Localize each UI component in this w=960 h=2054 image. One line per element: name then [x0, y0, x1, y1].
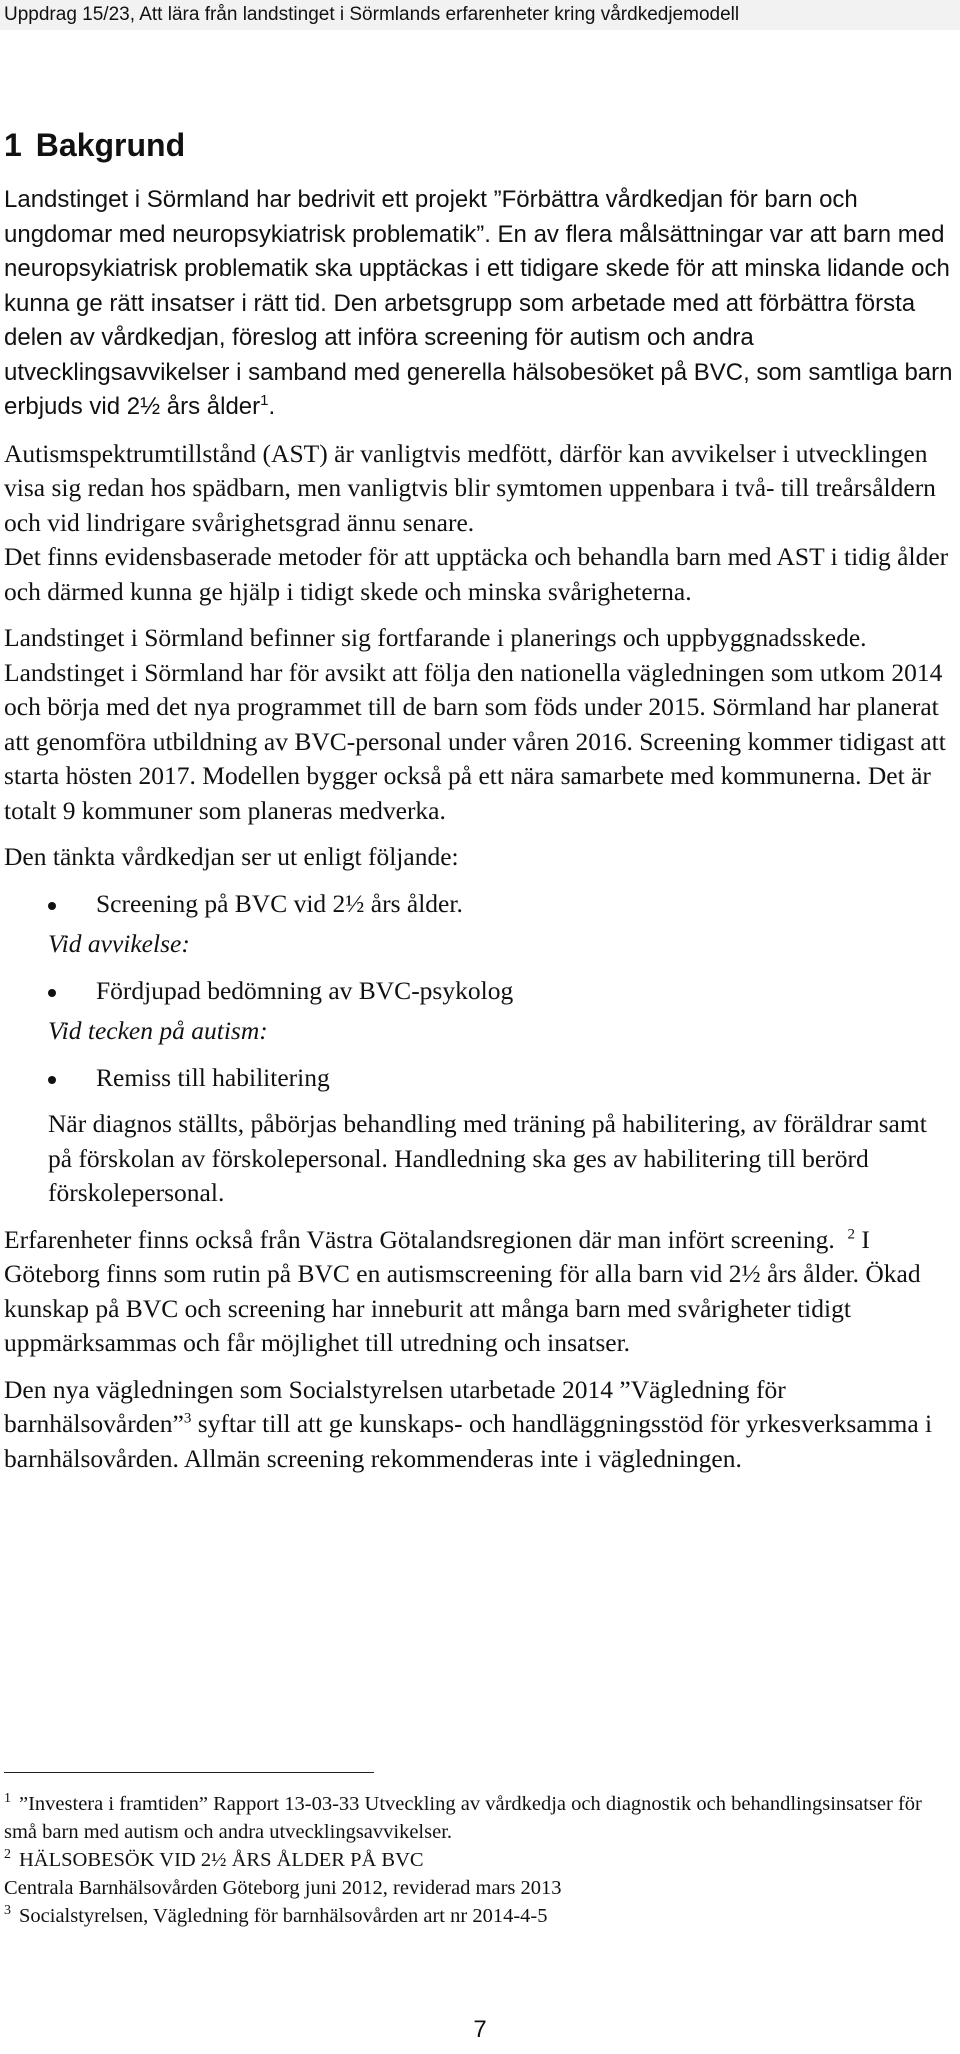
bullet-icon [4, 887, 96, 922]
section-title: Bakgrund [35, 127, 186, 163]
chain-step-assessment-text: Fördjupad bedömning av BVC-psykolog [96, 975, 514, 1005]
footnote-ref-1[interactable]: 1 [260, 392, 269, 409]
chain-step-screening-text: Screening på BVC vid 2½ års ålder. [96, 888, 463, 918]
chain-intro: Den tänkta vårdkedjan ser ut enligt följande: [4, 842, 459, 871]
footnote-ref-2[interactable]: 2 [847, 1226, 856, 1242]
chain-step-referral [4, 1061, 954, 1096]
footnote-text: Centrala Barnhälsovården Göteborg juni 2012, reviderad mars 2013 [4, 1877, 562, 1899]
paragraph-vgr [4, 1223, 954, 1361]
footnote-3 [4, 1902, 954, 1930]
running-header: Uppdrag 15/23, Att lära från landstinget i Sörmlands erfarenheter kring vårdkedjemodell [0, 0, 960, 30]
chain-condition-autism: Vid tecken på autism: [48, 1016, 268, 1045]
footnotes [4, 1790, 954, 1930]
paragraph-socialstyrelsen [4, 1373, 954, 1477]
footnote-2-source [4, 1874, 954, 1902]
page-number: 7 [473, 2016, 487, 2043]
paragraph-socialstyrelsen-end: syftar till att ge kunskaps- och handläggningsstöd för yrkesverksamma i barnhälsovården. Allmän screening rekommenderas inte i vägledningen. [4, 1409, 933, 1473]
chain-step-screening [4, 887, 954, 922]
paragraph-project [4, 183, 954, 425]
chain-condition-deviation: Vid avvikelse: [48, 929, 190, 958]
paragraph-evidence: Det finns evidensbaserade metoder för att upptäcka och behandla barn med AST i tidig ålder och därmed kunna ge hjälp i tidigt skede och minska svårigheterna. [4, 542, 949, 606]
footnote-ref-3[interactable]: 3 [183, 1410, 192, 1427]
footnote-2 [4, 1846, 954, 1874]
paragraph-project-text: Landstinget i Sörmland har bedrivit ett projekt ”Förbättra vårdkedjan för barn och ungdomar med neuropsykiatrisk problematik”. En av flera målsättningar var att barn med neuropsykiatrisk problematik ska upptäckas i ett tidigare skede för att minska lidande och kunna ge rätt insatser i rätt tid. Den arbetsgrupp som arbetade med att förbättra första delen av vårdkedjan, föreslog att införa screening för autism och andra utvecklingsavvikelser i samband med generella hälsobesöket på BVC, som samtliga barn erbjuds vid 2½ års ålder [4, 186, 953, 420]
chain-step-referral-text: Remiss till habilitering [96, 1062, 330, 1092]
footnote-text: HÄLSOBESÖK VID 2½ ÅRS ÅLDER PÅ BVC [19, 1849, 424, 1871]
footnote-text: Socialstyrelsen, Vägledning för barnhälsovården art nr 2014-4-5 [19, 1905, 548, 1927]
footnote-text: ”Investera i framtiden” Rapport 13-03-33 Utveckling av vårdkedja och diagnostik och behandlingsinsatser för små barn med autism och andra utvecklingsavvikelser. [4, 1793, 922, 1843]
section-heading [4, 125, 954, 165]
bullet-icon [4, 1061, 96, 1096]
chain-after-diagnosis: När diagnos ställts, påbörjas behandling med träning på habilitering, av föräldrar samt på förskolan av förskolepersonal. Handledning ska ges av habilitering till berörd förskolepersonal. [48, 1109, 927, 1207]
paragraph-planning: Landstinget i Sörmland befinner sig fortfarande i planerings och uppbyggnadsskede. Landstinget i Sörmland har för avsikt att följa den nationella vägledningen som utkom 2014 och börja med det nya programmet till de barn som föds under 2015. Sörmland har planerat att genomföra utbildning av BVC-personal under våren 2016. Screening kommer tidigast att starta hösten 2017. Modellen bygger också på ett nära samarbete med kommunerna. Det är totalt 9 kommuner som planeras medverka. [4, 623, 946, 825]
footnote-number: 3 [4, 1903, 11, 1919]
chain-step-assessment [4, 974, 954, 1009]
footnote-1 [4, 1790, 954, 1846]
section-number: 1 [4, 127, 22, 163]
paragraph-vgr-end: I Göteborg finns som rutin på BVC en autismscreening för alla barn vid 2½ års ålder. Ökad kunskap på BVC och screening har inneburit att många barn med svårigheter tidigt uppmärksammas och får möjlighet till utredning och insatser. [4, 1224, 921, 1357]
bullet-icon [4, 974, 96, 1009]
page-content [4, 125, 954, 1476]
paragraph-project-end: . [268, 393, 276, 420]
footnote-number: 2 [4, 1847, 11, 1863]
paragraph-vgr-start: Erfarenheter finns också från Västra Götalandsregionen där man infört screening. [4, 1224, 835, 1254]
paragraph-socialstyrelsen-start: Den nya vägledningen som Socialstyrelsen utarbetade 2014 ”Vägledning för barnhälsovården” [4, 1374, 786, 1438]
footnote-number: 1 [4, 1791, 11, 1807]
footnote-separator [4, 1772, 374, 1773]
paragraph-ast: Autismspektrumtillstånd (AST) är vanligtvis medfött, därför kan avvikelser i utvecklingen visa sig redan hos spädbarn, men vanligtvis blir symtomen uppenbara i två- till treårsåldern och vid lindrigare svårighetsgrad ännu senare. [4, 438, 936, 537]
